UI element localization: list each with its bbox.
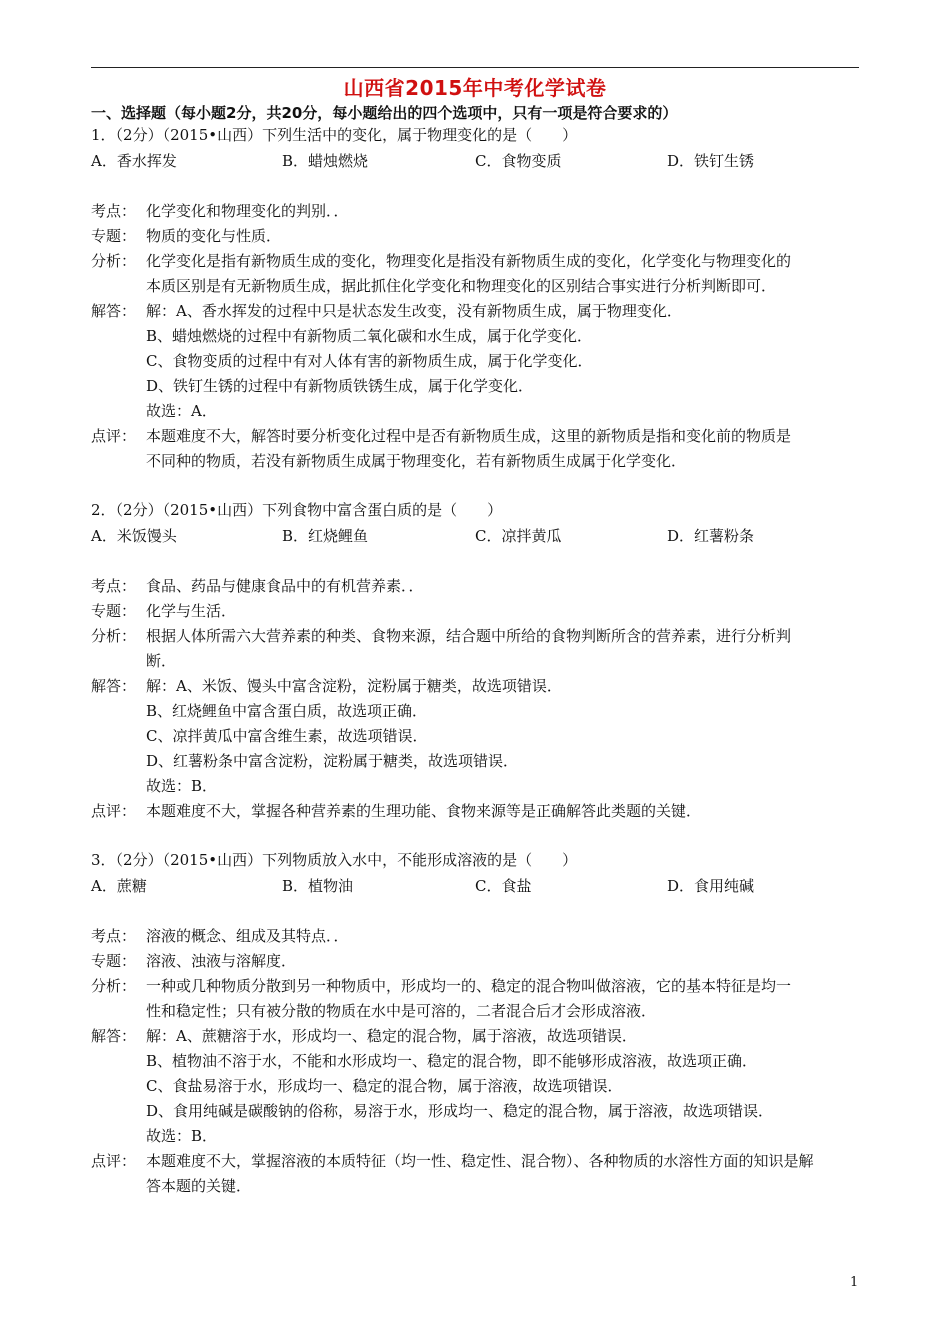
- q2-dianping-line-1: 本题难度不大，掌握各种营养素的生理功能、食物来源等是正确解答此类题的关键．: [146, 802, 702, 820]
- q2-zhuanti-label: 专题：: [91, 602, 137, 620]
- q3-fenxi-line-1: 一种或几种物质分散到另一种物质中，形成均一的、稳定的混合物叫做溶液，它的基本特征是均一: [146, 977, 792, 995]
- question-2-option-a: A．米饭馒头: [91, 527, 177, 545]
- question-3-option-a: A．蔗糖: [91, 877, 147, 895]
- q3-kaodian-label: 考点：: [91, 927, 137, 945]
- question-3-option-b: B．植物油: [282, 877, 354, 895]
- q1-jieda-label: 解答：: [91, 302, 137, 320]
- q3-jieda-line-3: C、食盐易溶于水，形成均一、稳定的混合物，属于溶液，故选项错误．: [146, 1077, 623, 1095]
- q1-jieda-line-1: 解：A、香水挥发的过程中只是状态发生改变，没有新物质生成，属于物理变化．: [146, 302, 682, 320]
- question-1-option-c: C．食物变质: [475, 152, 562, 170]
- q2-jieda-label: 解答：: [91, 677, 137, 695]
- q3-dianping-label: 点评：: [91, 1152, 137, 1170]
- question-2-option-c: C．凉拌黄瓜: [475, 527, 562, 545]
- q2-jieda-line-5: 故选：B．: [146, 777, 218, 795]
- q1-kaodian: 化学变化和物理变化的判别．．: [146, 202, 349, 220]
- question-3-option-c: C．食盐: [475, 877, 532, 895]
- q3-jieda-line-1: 解：A、蔗糖溶于水，形成均一、稳定的混合物，属于溶液，故选项错误．: [146, 1027, 637, 1045]
- q3-jieda-line-4: D、食用纯碱是碳酸钠的俗称，易溶于水，形成均一、稳定的混合物，属于溶液，故选项错误．: [146, 1102, 774, 1120]
- q3-jieda-line-2: B、植物油不溶于水，不能和水形成均一、稳定的混合物，即不能够形成溶液，故选项正确．: [146, 1052, 758, 1070]
- q3-dianping-line-2: 答本题的关键．: [146, 1177, 252, 1195]
- q2-jieda-line-2: B、红烧鲤鱼中富含蛋白质，故选项正确．: [146, 702, 428, 720]
- question-1-option-a: A．香水挥发: [91, 152, 177, 170]
- question-2-option-b: B．红烧鲤鱼: [282, 527, 369, 545]
- q1-fenxi-line-1: 化学变化是指有新物质生成的变化，物理变化是指没有新物质生成的变化，化学变化与物理变化的: [146, 252, 792, 270]
- question-3-stem: 3．（2分）（2015•山西）下列物质放入水中，不能形成溶液的是（ ）: [91, 851, 578, 869]
- q3-zhuanti: 溶液、浊液与溶解度．: [146, 952, 297, 970]
- page-title: 山西省2015年中考化学试卷: [343, 76, 607, 100]
- q1-jieda-line-4: D、铁钉生锈的过程中有新物质铁锈生成，属于化学变化．: [146, 377, 534, 395]
- q2-fenxi-line-1: 根据人体所需六大营养素的种类、食物来源，结合题中所给的食物判断所含的营养素，进行分析判: [146, 627, 792, 645]
- q1-dianping-line-2: 不同种的物质，若没有新物质生成属于物理变化，若有新物质生成属于化学变化．: [146, 452, 687, 470]
- q3-zhuanti-label: 专题：: [91, 952, 137, 970]
- question-2-option-d: D．红薯粉条: [667, 527, 755, 545]
- q2-kaodian-label: 考点：: [91, 577, 137, 595]
- q1-zhuanti: 物质的变化与性质．: [146, 227, 282, 245]
- question-3-option-d: D．食用纯碱: [667, 877, 755, 895]
- q1-jieda-line-5: 故选：A．: [146, 402, 217, 420]
- q1-jieda-line-3: C、食物变质的过程中有对人体有害的新物质生成，属于化学变化．: [146, 352, 593, 370]
- q3-fenxi-line-2: 性和稳定性；只有被分散的物质在水中是可溶的，二者混合后才会形成溶液．: [146, 1002, 657, 1020]
- q2-jieda-line-3: C、凉拌黄瓜中富含维生素，故选项错误．: [146, 727, 428, 745]
- question-1-stem: 1．（2分）（2015•山西）下列生活中的变化，属于物理变化的是（ ）: [91, 126, 578, 144]
- q1-zhuanti-label: 专题：: [91, 227, 137, 245]
- q2-jieda-line-4: D、红薯粉条中富含淀粉，淀粉属于糖类，故选项错误．: [146, 752, 519, 770]
- page-number: 1: [850, 1275, 859, 1290]
- question-1-option-d: D．铁钉生锈: [667, 152, 755, 170]
- question-2-stem: 2．（2分）（2015•山西）下列食物中富含蛋白质的是（ ）: [91, 501, 503, 519]
- q3-jieda-label: 解答：: [91, 1027, 137, 1045]
- q3-jieda-line-5: 故选：B．: [146, 1127, 218, 1145]
- header-rule: [91, 67, 859, 68]
- section-heading: 一、选择题（每小题2分，共20分，每小题给出的四个选项中，只有一项是符合要求的）: [91, 104, 678, 122]
- q1-dianping-line-1: 本题难度不大，解答时要分析变化过程中是否有新物质生成，这里的新物质是指和变化前的物质是: [146, 427, 792, 445]
- q2-dianping-label: 点评：: [91, 802, 137, 820]
- q3-fenxi-label: 分析：: [91, 977, 137, 995]
- q1-fenxi-label: 分析：: [91, 252, 137, 270]
- q3-kaodian: 溶液的概念、组成及其特点．．: [146, 927, 349, 945]
- q2-fenxi-line-2: 断．: [146, 652, 177, 670]
- q2-jieda-line-1: 解：A、米饭、馒头中富含淀粉，淀粉属于糖类，故选项错误．: [146, 677, 562, 695]
- q1-dianping-label: 点评：: [91, 427, 137, 445]
- q3-dianping-line-1: 本题难度不大，掌握溶液的本质特征（均一性、稳定性、混合物）、各种物质的水溶性方面的知识是解: [146, 1152, 814, 1170]
- q2-kaodian: 食品、药品与健康食品中的有机营养素．．: [146, 577, 424, 595]
- q2-zhuanti: 化学与生活．: [146, 602, 237, 620]
- q1-fenxi-line-2: 本质区别是有无新物质生成，据此抓住化学变化和物理变化的区别结合事实进行分析判断即可．: [146, 277, 777, 295]
- question-1-option-b: B．蜡烛燃烧: [282, 152, 369, 170]
- q1-jieda-line-2: B、蜡烛燃烧的过程中有新物质二氧化碳和水生成，属于化学变化．: [146, 327, 593, 345]
- q2-fenxi-label: 分析：: [91, 627, 137, 645]
- q1-kaodian-label: 考点：: [91, 202, 137, 220]
